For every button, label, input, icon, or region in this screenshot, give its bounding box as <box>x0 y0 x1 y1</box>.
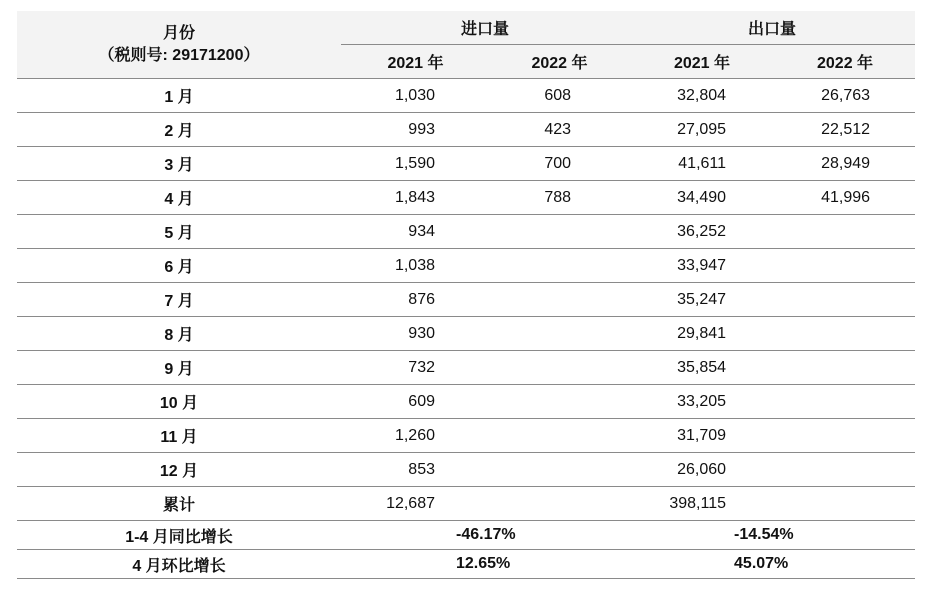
table-row <box>17 113 915 147</box>
total-label: 累计 <box>17 487 341 521</box>
trade-volume-table <box>17 11 915 579</box>
import-2022-total <box>490 487 629 521</box>
export-2021-cell: 35,247 <box>629 283 775 317</box>
export-2022-total <box>775 487 915 521</box>
import-group-header: 进口量 <box>341 11 629 45</box>
mom-label: 4 月环比增长 <box>17 550 341 579</box>
export-2021-cell: 26,060 <box>629 453 775 487</box>
value: 1,843 <box>394 188 435 206</box>
month-cell: 3 月 <box>17 147 341 181</box>
month-cell: 7 月 <box>17 283 341 317</box>
month-cell: 12 月 <box>17 453 341 487</box>
export-2022-cell <box>775 317 915 351</box>
export-2022-cell: 22,512 <box>775 113 915 147</box>
export-2021-cell: 41,611 <box>629 147 775 181</box>
table-row <box>17 147 915 181</box>
export-2021-total: 398,115 <box>629 487 775 521</box>
import-2021-cell <box>341 385 490 419</box>
value: 1,038 <box>394 256 435 274</box>
import-2022-cell <box>490 351 629 385</box>
export-2022-cell <box>775 385 915 419</box>
value: 930 <box>408 324 435 342</box>
import-2022-cell: 700 <box>490 147 629 181</box>
export-2021-cell: 33,205 <box>629 385 775 419</box>
month-column-header <box>17 11 341 79</box>
import-2022-cell <box>490 215 629 249</box>
table-row <box>17 249 915 283</box>
export-2022-cell: 28,949 <box>775 147 915 181</box>
import-2021-cell <box>341 317 490 351</box>
tariff-code-label: （税则号: 29171200） <box>98 46 260 64</box>
month-cell: 4 月 <box>17 181 341 215</box>
import-2021-cell <box>341 79 490 113</box>
import-2022-cell <box>490 317 629 351</box>
value: 853 <box>408 460 435 478</box>
mom-export-value: 45.07% <box>629 550 915 579</box>
month-cell: 10 月 <box>17 385 341 419</box>
export-2022-cell <box>775 453 915 487</box>
value: 1,590 <box>394 154 435 172</box>
import-2022-cell <box>490 453 629 487</box>
table-row <box>17 317 915 351</box>
export-2021-cell: 33,947 <box>629 249 775 283</box>
yoy-label: 1-4 月同比增长 <box>17 521 341 550</box>
table-row <box>17 385 915 419</box>
import-2022-cell <box>490 283 629 317</box>
export-2022-cell <box>775 419 915 453</box>
month-cell: 5 月 <box>17 215 341 249</box>
value: 609 <box>408 392 435 410</box>
month-cell: 9 月 <box>17 351 341 385</box>
value: 876 <box>408 290 435 308</box>
table-row <box>17 283 915 317</box>
month-cell: 2 月 <box>17 113 341 147</box>
import-2021-cell <box>341 215 490 249</box>
import-2021-cell <box>341 147 490 181</box>
table-header <box>17 11 915 79</box>
value: 732 <box>408 358 435 376</box>
import-2021-cell <box>341 453 490 487</box>
import-2021-cell <box>341 419 490 453</box>
month-cell: 11 月 <box>17 419 341 453</box>
import-2021-cell <box>341 113 490 147</box>
import-2022-cell <box>490 249 629 283</box>
export-2022-cell: 26,763 <box>775 79 915 113</box>
table-body <box>17 79 915 579</box>
value: 934 <box>408 222 435 240</box>
import-2021-total <box>341 487 490 521</box>
yoy-row <box>17 521 915 550</box>
value: 1,260 <box>394 426 435 444</box>
table-row <box>17 181 915 215</box>
table-row <box>17 419 915 453</box>
import-2022-cell <box>490 419 629 453</box>
month-cell: 1 月 <box>17 79 341 113</box>
month-header-label: 月份 <box>162 24 195 42</box>
yoy-export-value: -14.54% <box>629 521 915 550</box>
year-header-import-2022: 2022 年 <box>490 45 629 79</box>
import-2022-cell: 788 <box>490 181 629 215</box>
total-row <box>17 487 915 521</box>
export-2022-cell: 41,996 <box>775 181 915 215</box>
export-2021-cell: 32,804 <box>629 79 775 113</box>
export-group-header: 出口量 <box>629 11 915 45</box>
import-2022-cell: 423 <box>490 113 629 147</box>
value: 1,030 <box>394 86 435 104</box>
import-2021-cell <box>341 249 490 283</box>
export-2021-cell: 29,841 <box>629 317 775 351</box>
year-header-export-2021: 2021 年 <box>629 45 775 79</box>
import-2022-cell: 608 <box>490 79 629 113</box>
table-row <box>17 351 915 385</box>
table-row <box>17 79 915 113</box>
mom-row <box>17 550 915 579</box>
import-2021-cell <box>341 351 490 385</box>
export-2021-cell: 34,490 <box>629 181 775 215</box>
export-2021-cell: 36,252 <box>629 215 775 249</box>
yoy-import-value: -46.17% <box>341 521 629 550</box>
export-2022-cell <box>775 215 915 249</box>
year-header-import-2021: 2021 年 <box>341 45 490 79</box>
mom-import-value: 12.65% <box>341 550 629 579</box>
table-row <box>17 215 915 249</box>
month-cell: 8 月 <box>17 317 341 351</box>
value: 993 <box>408 120 435 138</box>
year-header-export-2022: 2022 年 <box>775 45 915 79</box>
export-2022-cell <box>775 283 915 317</box>
table-row <box>17 453 915 487</box>
export-2022-cell <box>775 249 915 283</box>
month-cell: 6 月 <box>17 249 341 283</box>
export-2022-cell <box>775 351 915 385</box>
value: 12,687 <box>386 494 435 512</box>
export-2021-cell: 31,709 <box>629 419 775 453</box>
export-2021-cell: 27,095 <box>629 113 775 147</box>
import-2021-cell <box>341 283 490 317</box>
import-2021-cell <box>341 181 490 215</box>
import-2022-cell <box>490 385 629 419</box>
export-2021-cell: 35,854 <box>629 351 775 385</box>
